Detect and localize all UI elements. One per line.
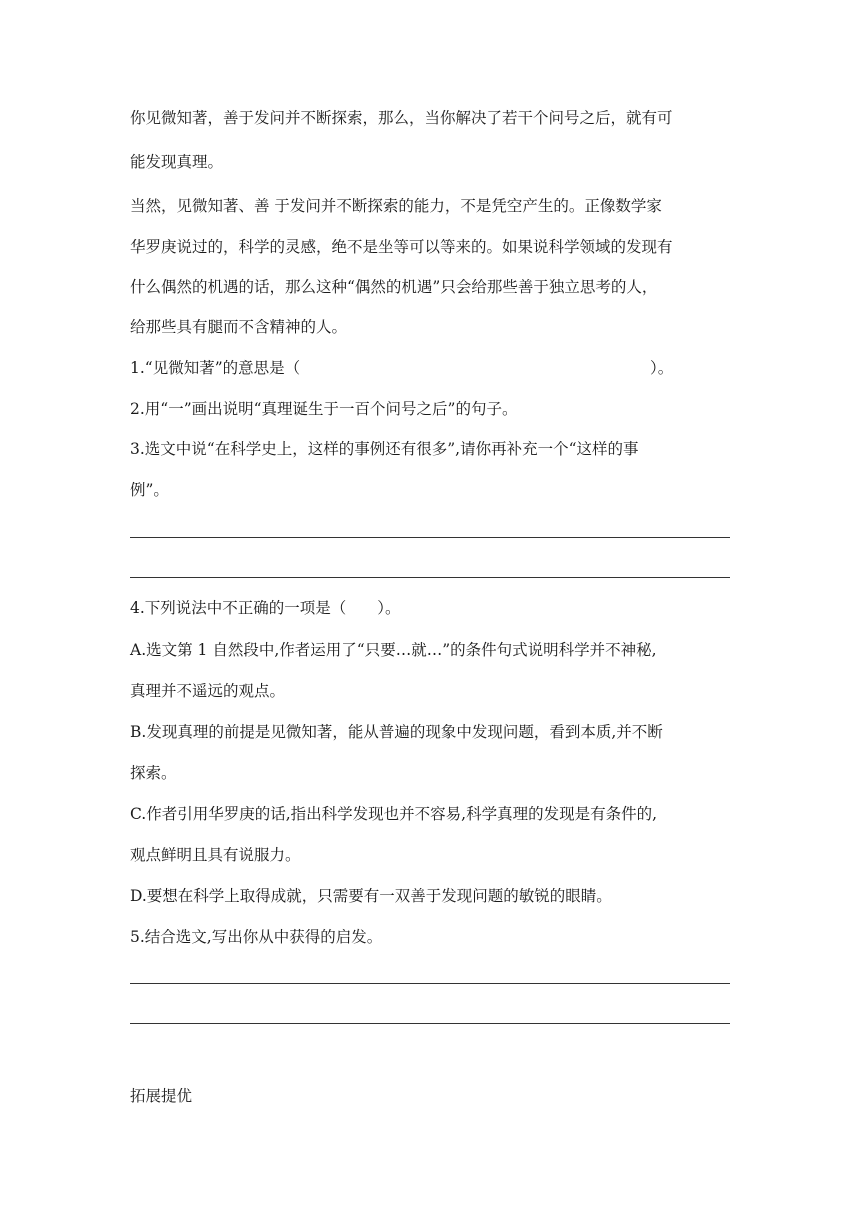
question-5: 5.结合选文,写出你从中获得的启发。: [130, 928, 383, 946]
question-1-end: ）。: [650, 359, 674, 377]
option-b-line1: B.发现真理的前提是见微知著，能从普遍的现象中发现问题，看到本质,并不断: [130, 723, 663, 741]
passage-p1-line2: 能发现真理。: [130, 153, 224, 171]
option-c-line1: C.作者引用华罗庚的话,指出科学发现也并不容易,科学真理的发现是有条件的,: [130, 805, 658, 823]
option-a-line1: A.选文第 1 自然段中,作者运用了“只要…就…”的条件句式说明科学并不神秘,: [130, 641, 657, 659]
question-1: [130, 358, 734, 378]
passage-p2-line1: 当然，见微知著、善 于发问并不断探索的能力，不是凭空产生的。正像数学家: [130, 197, 662, 215]
option-c-line2: 观点鲜明且具有说服力。: [130, 846, 301, 864]
passage-p2-line4: 给那些具有腿而不含精神的人。: [130, 318, 348, 336]
answer-line-3b[interactable]: [130, 577, 730, 578]
question-4: 4.下列说法中不正确的一项是（ ）。: [130, 599, 401, 617]
answer-line-3a[interactable]: [130, 537, 730, 538]
option-b-line2: 探索。: [130, 764, 177, 782]
question-3-line1: 3.选文中说“在科学史上，这样的事例还有很多”,请你再补充一个“这样的事: [130, 440, 639, 458]
option-a-line2: 真理并不遥远的观点。: [130, 682, 286, 700]
passage-p2-line2: 华罗庚说过的，科学的灵感，绝不是坐等可以等来的。如果说科学领域的发现有: [130, 238, 673, 256]
section-heading: 拓展提优: [130, 1087, 193, 1105]
option-d: D.要想在科学上取得成就，只需要有一双善于发现问题的敏锐的眼睛。: [130, 887, 612, 905]
passage-p2-line3: 什么偶然的机遇的话，那么这种“偶然的机遇”只会给那些善于独立思考的人，: [130, 278, 658, 296]
question-2: 2.用“一”画出说明“真理诞生于一百个问号之后”的句子。: [130, 400, 518, 418]
answer-line-5a[interactable]: [130, 983, 730, 984]
answer-line-5b[interactable]: [130, 1023, 730, 1024]
question-1-start: 1.“见微知著”的意思是（: [130, 359, 301, 377]
question-3-line2: 例”。: [130, 481, 169, 499]
passage-p1-line1: 你见微知著，善于发问并不断探索，那么，当你解决了若干个问号之后，就有可: [130, 109, 673, 127]
